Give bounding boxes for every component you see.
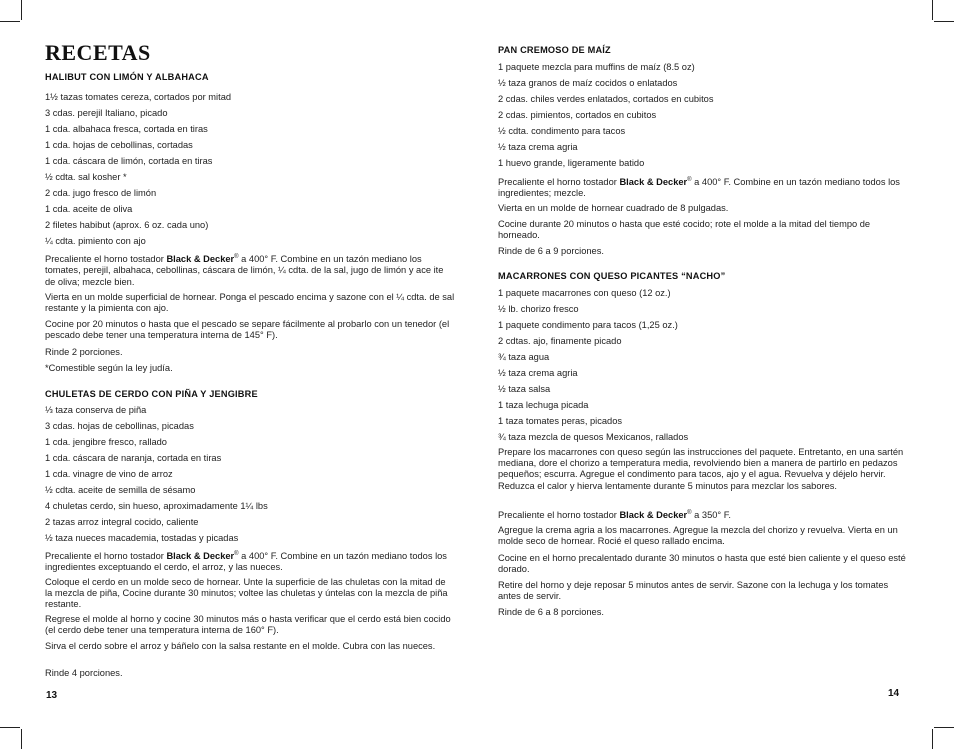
ingredient: 1 paquete mezcla para muffins de maíz (8.5 oz)	[498, 62, 695, 72]
servings-text: Rinde de 6 a 9 porciones.	[498, 246, 604, 256]
instruction-step: Retire del horno y deje reposar 5 minutos antes de servir. Sazone con la lechuga y los tomates antes de servir.	[498, 580, 889, 602]
recipe-chuletas	[45, 389, 455, 399]
crop-mark	[934, 21, 954, 22]
ingredient: 1 paquete macarrones con queso (12 oz.)	[498, 288, 671, 298]
ingredient: ¾ taza agua	[498, 352, 550, 362]
instructions	[45, 292, 455, 314]
ingredient: ½ cdta. sal kosher *	[45, 172, 127, 182]
ingredient: ½ taza crema agria	[498, 142, 578, 152]
servings	[498, 246, 908, 257]
ingredient: 1 cda. cáscara de limón, cortada en tiras	[45, 156, 213, 166]
instructions	[45, 549, 455, 574]
ingredient-list	[498, 59, 908, 171]
recipe-heading: CHULETAS DE CERDO CON PIÑA Y JENGIBRE	[45, 389, 258, 399]
ingredient: 2 cda. jugo fresco de limón	[45, 188, 157, 198]
ingredient: 1 cda. aceite de oliva	[45, 204, 133, 214]
ingredient: 2 tazas arroz integral cocido, caliente	[45, 517, 199, 527]
ingredient: ½ cdta. condimento para tacos	[498, 126, 626, 136]
instructions	[45, 319, 455, 341]
ingredient: ½ taza crema agria	[498, 368, 578, 378]
recipe-halibut	[45, 72, 455, 82]
recipe-heading: MACARRONES CON QUESO PICANTES “NACHO”	[498, 271, 726, 281]
instructions	[498, 447, 908, 492]
crop-mark	[0, 727, 20, 728]
ingredient: 1 paquete condimento para tacos (1,25 oz.)	[498, 320, 678, 330]
instructions	[498, 525, 908, 547]
recipe-heading: PAN CREMOSO DE MAÍZ	[498, 45, 611, 55]
crop-mark	[21, 0, 22, 20]
footnote-text: *Comestible según la ley judía.	[45, 363, 173, 373]
instructions	[498, 508, 908, 521]
ingredient: 1 cda. cáscara de naranja, cortada en tiras	[45, 453, 222, 463]
instruction-step: Regrese el molde al horno y cocine 30 minutos más o hasta verificar que el cerdo está bien cocido (el cerdo debe tener una temperatura interna de 160° F).	[45, 614, 451, 636]
ingredient: 1½ tazas tomates cereza, cortados por mitad	[45, 92, 232, 102]
recipe-heading: HALIBUT CON LIMÓN Y ALBAHACA	[45, 72, 209, 82]
ingredient: 2 filetes habibut (aprox. 6 oz. cada uno)	[45, 220, 209, 230]
servings-text: Rinde 2 porciones.	[45, 347, 123, 357]
ingredient: 2 cdtas. ajo, finamente picado	[498, 336, 622, 346]
instructions	[498, 175, 908, 200]
recipe-pan	[498, 45, 908, 55]
instruction-step: Vierta en un molde de hornear cuadrado de 8 pulgadas.	[498, 203, 729, 213]
ingredient: ½ taza nueces macademia, tostadas y picadas	[45, 533, 239, 543]
ingredient: ½ taza salsa	[498, 384, 551, 394]
instruction-step: Agregue la crema agria a los macarrones. Agregue la mezcla del chorizo y revuelva. Vierta en un molde seco de hornear. Rocié el queso rallado encima.	[498, 525, 898, 547]
crop-mark	[934, 727, 954, 728]
crop-mark	[0, 21, 20, 22]
page-title: RECETAS	[45, 40, 151, 65]
instructions	[45, 577, 455, 611]
ingredient: 1 taza lechuga picada	[498, 400, 589, 410]
ingredient: ½ lb. chorizo fresco	[498, 304, 579, 314]
instruction-step: Cocine durante 20 minutos o hasta que esté cocido; rote el molde a la mitad del tiempo de horneado.	[498, 219, 871, 241]
instruction-step: Precaliente el horno tostador Black & Decker® a 400° F. Combine en un tazón mediano los tomates, perejil, albahaca, cebollinas, cáscara de limón, ¼ cdta. de la sal, jugo de limón y ace ite de oliva; mezcle bien.	[45, 254, 444, 287]
brand-name: Black & Decker	[619, 177, 688, 188]
servings-text: Rinde de 6 a 8 porciones.	[498, 607, 604, 617]
instructions	[45, 252, 455, 288]
instruction-step: Sirva el cerdo sobre el arroz y báñelo con la salsa restante en el molde. Cubra con las nueces.	[45, 641, 436, 651]
brand-name: Black & Decker	[166, 551, 235, 562]
page-number-left: 13	[46, 690, 58, 701]
ingredient: 3 cdas. hojas de cebollinas, picadas	[45, 421, 194, 431]
instructions	[498, 553, 908, 575]
servings-text: Rinde 4 porciones.	[45, 668, 123, 678]
ingredient: 1 cda. hojas de cebollinas, cortadas	[45, 140, 193, 150]
instruction-step: Vierta en un molde superficial de hornear. Ponga el pescado encima y sazone con el ¼ cdta. de sal restante y la pimienta con ajo.	[45, 292, 455, 314]
ingredient: ¼ cdta. pimiento con ajo	[45, 236, 146, 246]
servings	[498, 607, 908, 618]
ingredient: 1 cda. vinagre de vino de arroz	[45, 469, 173, 479]
servings	[45, 668, 455, 679]
instruction-step: Precaliente el horno tostador Black & Decker® a 400° F. Combine en un tazón mediano todos los ingredientes exceptuando el cerdo, el arroz, y las nueces.	[45, 551, 447, 573]
ingredient-list	[45, 89, 455, 249]
ingredient: ⅓ taza conserva de piña	[45, 405, 147, 415]
crop-mark	[932, 0, 933, 20]
ingredient-list	[45, 402, 455, 546]
page-number-right: 14	[888, 688, 900, 699]
recipe-macarrones	[498, 271, 908, 281]
instruction-step: Coloque el cerdo en un molde seco de hornear. Unte la superficie de las chuletas con la mitad de la mezcla de piña, Cocine durante 30 minutos; voltee las chuletas y úntelas con la mezcla de piña restante.	[45, 577, 448, 610]
instruction-step: Cocine en el horno precalentado durante 30 minutos o hasta que esté bien caliente y el queso esté dorado.	[498, 553, 906, 575]
instruction-step: Precaliente el horno tostador Black & Decker® a 400° F. Combine en un tazón mediano todos los ingredientes; mezcle.	[498, 177, 900, 199]
instruction-step: Prepare los macarrones con queso según las instrucciones del paquete. Entretanto, en una sartén mediana, dore el chorizo a temperatura media, revolviendo bien a manera de partirlo en pedazos pequeños; escurra. Agregue el condimento para tacos, ajo y el agua. Revuelva y déjelo hervir. Reduzca el calor y hierva lentamente durante 5 minutos para mezclar los sabores.	[498, 447, 904, 491]
ingredient: 1 huevo grande, ligeramente batido	[498, 158, 645, 168]
servings	[45, 347, 455, 358]
crop-mark	[21, 729, 22, 749]
instruction-step: Cocine por 20 minutos o hasta que el pescado se separe fácilmente al probarlo con un tenedor (el pescado debe tener una temperatura interna de 145° F).	[45, 319, 450, 341]
instructions	[498, 203, 908, 214]
ingredient: 4 chuletas cerdo, sin hueso, aproximadamente 1¼ lbs	[45, 501, 268, 511]
ingredient: ½ taza granos de maíz cocidos o enlatados	[498, 78, 678, 88]
ingredient-list	[498, 285, 908, 445]
ingredient: 1 taza tomates peras, picados	[498, 416, 623, 426]
instructions	[45, 641, 455, 652]
ingredient: ½ cdta. aceite de semilla de sésamo	[45, 485, 196, 495]
ingredient: 1 cda. albahaca fresca, cortada en tiras	[45, 124, 208, 134]
instructions	[498, 580, 908, 602]
instructions	[45, 614, 455, 636]
ingredient: 2 cdas. chiles verdes enlatados, cortados en cubitos	[498, 94, 714, 104]
ingredient: 3 cdas. perejil Italiano, picado	[45, 108, 168, 118]
ingredient: ¾ taza mezcla de quesos Mexicanos, rallados	[498, 432, 689, 442]
footnote	[45, 363, 455, 374]
brand-name: Black & Decker	[619, 510, 688, 521]
crop-mark	[932, 729, 933, 749]
ingredient: 1 cda. jengibre fresco, rallado	[45, 437, 167, 447]
brand-name: Black & Decker	[166, 254, 235, 265]
instruction-step: Precaliente el horno tostador Black & Decker® a 350° F.	[498, 510, 731, 521]
ingredient: 2 cdas. pimientos, cortados en cubitos	[498, 110, 657, 120]
instructions	[498, 219, 908, 241]
